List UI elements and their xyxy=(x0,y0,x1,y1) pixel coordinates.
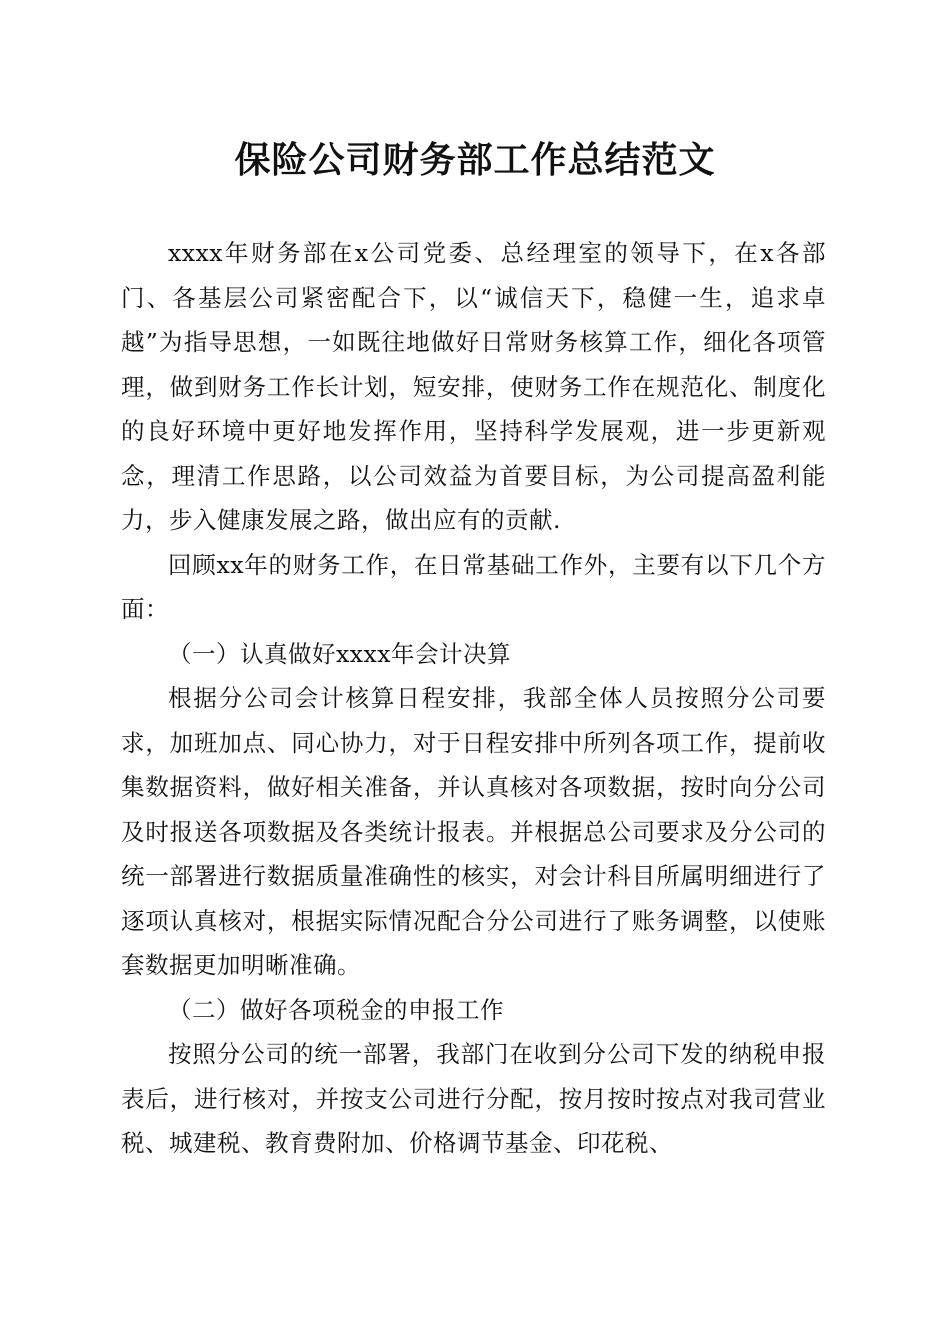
document-body xyxy=(121,231,826,1166)
section-heading-2: （二）做好各项税金的申报工作 xyxy=(168,995,504,1024)
section-heading-1: （一）认真做好xxxx年会计决算 xyxy=(168,639,512,668)
paragraph-review: 回顾xx年的财务工作，在日常基础工作外，主要有以下几个方面： xyxy=(121,550,826,623)
document-title: 保险公司财务部工作总结范文 xyxy=(234,139,716,181)
paragraph-intro: xxxx年财务部在x公司党委、总经理室的领导下，在x各部门、各基层公司紧密配合下，以“诚信天下，稳健一生，追求卓越”为指导思想，一如既往地做好日常财务核算工作，细化各项管理，做到财务工作长计划，短安排，使财务工作在规范化、制度化的良好环境中更好地发挥作用，坚持科学发展观，进一步更新观念，理清工作思路，以公司效益为首要目标，为公司提高盈利能力，步入健康发展之路，做出应有的贡献. xyxy=(121,239,826,534)
paragraph-section-2: 按照分公司的统一部署，我部门在收到分公司下发的纳税申报表后，进行核对，并按支公司进行分配，按月按时按点对我司营业税、城建税、教育费附加、价格调节基金、印花税、 xyxy=(121,1040,826,1157)
paragraph-section-1: 根据分公司会计核算日程安排，我部全体人员按照分公司要求，加班加点、同心协力，对于日程安排中所列各项工作，提前收集数据资料，做好相关准备，并认真核对各项数据，按时向分公司及时报送各项数据及各类统计报表。并根据总公司要求及分公司的统一部署进行数据质量准确性的核实，对会计科目所属明细进行了逐项认真核对，根据实际情况配合分公司进行了账务调整，以使账套数据更加明晰准确。 xyxy=(121,684,826,979)
